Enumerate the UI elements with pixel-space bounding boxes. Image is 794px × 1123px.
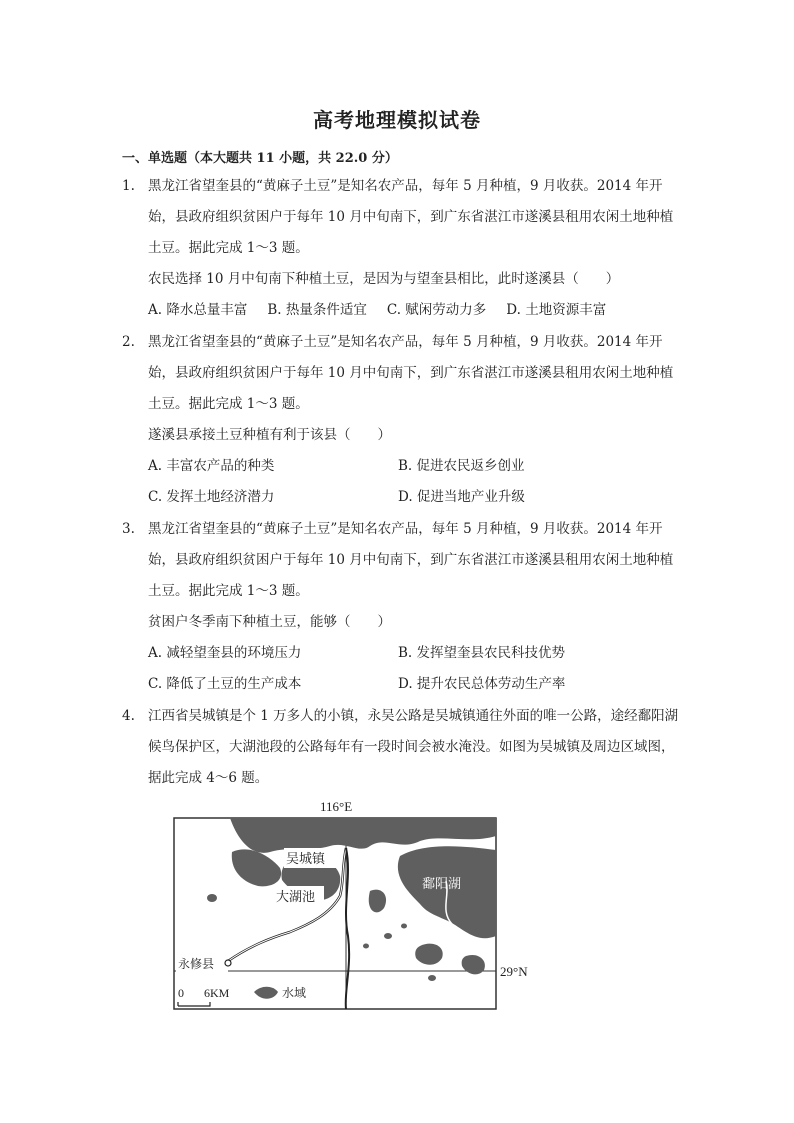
scale-zero: 0: [178, 986, 184, 1000]
legend-water-label: 水域: [282, 986, 307, 1000]
question-2: [122, 327, 682, 513]
option-b[interactable]: B. 热量条件适宜: [267, 302, 367, 318]
options: [148, 295, 682, 326]
option-d[interactable]: D. 提升农民总体劳动生产率: [398, 676, 566, 692]
water-area-island-4: [428, 975, 436, 981]
option-a[interactable]: A. 丰富农产品的种类: [148, 458, 275, 474]
place-poyang: 鄱阳湖: [422, 877, 462, 892]
question-stem: 黑龙江省望奎县的“黄麻子土豆”是知名农产品，每年 5 月种植，9 月收获。2014 年开始，县政府组织贫困户于每年 10 月中旬南下，到广东省湛江市遂溪县租用农闲土地种植土豆。据此完成 1～3 题。: [148, 334, 674, 412]
question-number: 1.: [122, 178, 135, 194]
region-map: [170, 796, 550, 1016]
section-heading: 一、单选题（本大题共 11 小题，共 22.0 分）: [122, 151, 398, 166]
question-stem: 黑龙江省望奎县的“黄麻子土豆”是知名农产品，每年 5 月种植，9 月收获。2014 年开始，县政府组织贫困户于每年 10 月中旬南下，到广东省湛江市遂溪县租用农闲土地种植土豆。据此完成 1～3 题。: [148, 178, 674, 256]
question-ask: 贫困户冬季南下种植土豆，能够（ ）: [148, 614, 391, 630]
longitude-label: 116°E: [320, 799, 353, 814]
place-wucheng: 吴城镇: [286, 852, 326, 867]
option-d[interactable]: D. 促进当地产业升级: [398, 489, 525, 505]
question-number: 4.: [122, 708, 135, 724]
option-a[interactable]: A. 降水总量丰富: [148, 302, 248, 318]
options: [148, 638, 682, 700]
question-stem: 江西省吴城镇是个 1 万多人的小镇，永吴公路是吴城镇通往外面的唯一公路，途经鄱阳湖候鸟保护区，大湖池段的公路每年有一段时间会被水淹没。如图为吴城镇及周边区域图，据此完成 4～6 题。: [148, 708, 679, 786]
question-ask: 农民选择 10 月中旬南下种植土豆，是因为与望奎县相比，此时遂溪县（ ）: [148, 271, 620, 287]
question-3: [122, 514, 682, 700]
question-4: [122, 701, 682, 794]
water-area-island-1: [207, 894, 217, 902]
question-1: [122, 171, 682, 326]
water-area-island-3: [401, 924, 407, 929]
question-ask: 遂溪县承接土豆种植有利于该县（ ）: [148, 427, 391, 443]
option-b[interactable]: B. 促进农民返乡创业: [398, 458, 525, 474]
question-stem: 黑龙江省望奎县的“黄麻子土豆”是知名农产品，每年 5 月种植，9 月收获。2014 年开始，县政府组织贫困户于每年 10 月中旬南下，到广东省湛江市遂溪县租用农闲土地种植土豆。据此完成 1～3 题。: [148, 521, 674, 599]
page-title: 高考地理模拟试卷: [313, 108, 481, 132]
place-dahuchi: 大湖池: [276, 890, 316, 905]
water-area-island-5: [363, 944, 369, 949]
latitude-label: 29°N: [500, 964, 528, 979]
place-yongxiu: 永修县: [178, 957, 215, 971]
option-d[interactable]: D. 土地资源丰富: [506, 302, 607, 318]
option-c[interactable]: C. 发挥土地经济潜力: [148, 489, 275, 505]
question-number: 3.: [122, 521, 135, 537]
option-b[interactable]: B. 发挥望奎县农民科技优势: [398, 645, 566, 661]
question-number: 2.: [122, 334, 135, 350]
water-area-island-2: [384, 933, 392, 939]
options: [148, 451, 682, 513]
scale-label: 6KM: [204, 986, 230, 1000]
yongxiu-marker: [225, 960, 231, 966]
option-c[interactable]: C. 降低了土豆的生产成本: [148, 676, 302, 692]
option-c[interactable]: C. 赋闲劳动力多: [386, 302, 487, 318]
option-a[interactable]: A. 减轻望奎县的环境压力: [148, 645, 302, 661]
